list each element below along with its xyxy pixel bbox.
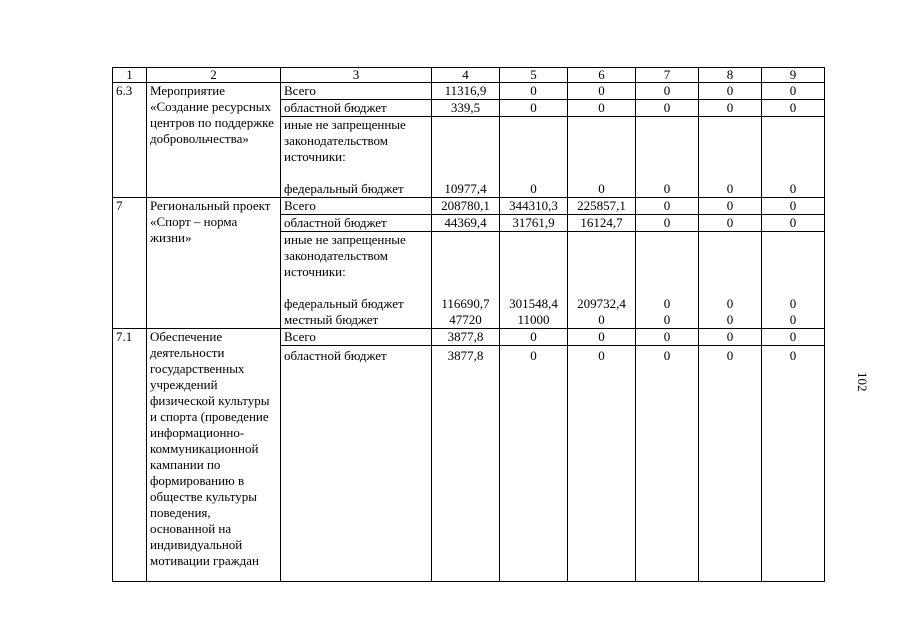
row-name-text: Мероприятие «Создание ресурсных центров по поддержке добровольчества» bbox=[150, 83, 274, 146]
value-cell bbox=[762, 232, 825, 329]
value-cell bbox=[762, 117, 825, 198]
value: 0 bbox=[789, 181, 797, 196]
value-cell: 0 bbox=[568, 83, 636, 100]
value-cell: 0 bbox=[762, 329, 825, 346]
value-cell bbox=[699, 232, 762, 329]
value: 0 bbox=[598, 181, 605, 196]
value: 0 bbox=[726, 296, 734, 311]
header-cell: 4 bbox=[432, 68, 500, 83]
source-cell: областной бюджет bbox=[281, 346, 432, 582]
value-cell: 0 bbox=[762, 83, 825, 100]
header-row bbox=[113, 68, 825, 83]
value-cell: 0 bbox=[699, 215, 762, 232]
value-cell: 339,5 bbox=[432, 100, 500, 117]
value: 0 bbox=[530, 181, 537, 196]
value-cell: 0 bbox=[636, 215, 699, 232]
header-cell: 7 bbox=[636, 68, 699, 83]
source-cell: Всего bbox=[281, 198, 432, 215]
source-label: местный бюджет bbox=[284, 312, 379, 327]
value-cell: 0 bbox=[636, 83, 699, 100]
value-cell: 0 bbox=[699, 83, 762, 100]
value: 0 bbox=[663, 296, 671, 311]
row-name bbox=[147, 83, 281, 198]
row-name bbox=[147, 329, 281, 582]
value-cell: 3877,8 bbox=[432, 346, 500, 582]
source-cell bbox=[281, 232, 432, 329]
source-cell: Всего bbox=[281, 83, 432, 100]
budget-table bbox=[112, 67, 825, 582]
value-cell: 344310,3 bbox=[500, 198, 568, 215]
value: 47720 bbox=[449, 312, 482, 327]
table-row bbox=[113, 329, 825, 346]
value-cell bbox=[636, 117, 699, 198]
source-cell: областной бюджет bbox=[281, 215, 432, 232]
row-number: 6.3 bbox=[113, 83, 147, 198]
value-cell: 0 bbox=[636, 100, 699, 117]
value-cell bbox=[568, 232, 636, 329]
row-name bbox=[147, 198, 281, 329]
row-name-text: Региональный проект «Спорт – норма жизни» bbox=[150, 198, 271, 245]
value-cell: 0 bbox=[500, 83, 568, 100]
value-cell: 11316,9 bbox=[432, 83, 500, 100]
header-cell: 5 bbox=[500, 68, 568, 83]
value-cell: 0 bbox=[636, 329, 699, 346]
row-name-text: Обеспечение деятельности государственных учреждений физической культуры и спорта (проведение информационно-коммуникационной кампании по формированию в обществе культуры поведения, основанной на индивидуальной мотивации граждан bbox=[150, 329, 270, 568]
value-cell: 0 bbox=[699, 100, 762, 117]
source-cell: областной бюджет bbox=[281, 100, 432, 117]
value-cell: 0 bbox=[699, 329, 762, 346]
value-cell: 44369,4 bbox=[432, 215, 500, 232]
value-cell: 208780,1 bbox=[432, 198, 500, 215]
value-cell: 0 bbox=[500, 346, 568, 582]
value-cell: 0 bbox=[568, 100, 636, 117]
value-cell: 0 bbox=[762, 215, 825, 232]
source-label: федеральный бюджет bbox=[284, 181, 404, 196]
value: 0 bbox=[726, 181, 734, 196]
value: 0 bbox=[789, 296, 797, 311]
value-cell: 0 bbox=[636, 198, 699, 215]
header-cell: 1 bbox=[113, 68, 147, 83]
source-cell: Всего bbox=[281, 329, 432, 346]
header-cell: 2 bbox=[147, 68, 281, 83]
value: 116690,7 bbox=[441, 296, 490, 311]
value-cell: 0 bbox=[636, 346, 699, 582]
value-cell bbox=[500, 232, 568, 329]
value-cell bbox=[432, 232, 500, 329]
value-cell: 0 bbox=[500, 329, 568, 346]
header-cell: 9 bbox=[762, 68, 825, 83]
value-cell: 0 bbox=[568, 346, 636, 582]
header-cell: 6 bbox=[568, 68, 636, 83]
value-cell: 0 bbox=[699, 346, 762, 582]
value: 0 bbox=[663, 181, 671, 196]
source-cell bbox=[281, 117, 432, 198]
value: 0 bbox=[789, 312, 797, 327]
value: 209732,4 bbox=[577, 296, 626, 311]
source-label: федеральный бюджет bbox=[284, 296, 404, 311]
value-cell: 225857,1 bbox=[568, 198, 636, 215]
value-cell: 0 bbox=[762, 100, 825, 117]
value-cell: 0 bbox=[762, 198, 825, 215]
value-cell bbox=[432, 117, 500, 198]
source-label: иные не запрещенные законодательством источники: bbox=[284, 117, 406, 164]
source-label: иные не запрещенные законодательством источники: bbox=[284, 232, 406, 279]
value: 11000 bbox=[517, 312, 550, 327]
value: 0 bbox=[726, 312, 734, 327]
value: 301548,4 bbox=[509, 296, 558, 311]
value-cell: 31761,9 bbox=[500, 215, 568, 232]
value-cell: 0 bbox=[500, 100, 568, 117]
row-number: 7.1 bbox=[113, 329, 147, 582]
value-cell: 16124,7 bbox=[568, 215, 636, 232]
page-number: 102 bbox=[855, 372, 870, 392]
header-cell: 8 bbox=[699, 68, 762, 83]
value: 0 bbox=[598, 312, 605, 327]
value-cell: 3877,8 bbox=[432, 329, 500, 346]
value-cell bbox=[500, 117, 568, 198]
value-cell bbox=[636, 232, 699, 329]
value: 0 bbox=[663, 312, 671, 327]
value-cell: 0 bbox=[699, 198, 762, 215]
value-cell bbox=[568, 117, 636, 198]
value: 10977,4 bbox=[444, 181, 487, 196]
header-cell: 3 bbox=[281, 68, 432, 83]
table-row bbox=[113, 83, 825, 100]
row-number: 7 bbox=[113, 198, 147, 329]
table-row bbox=[113, 198, 825, 215]
value-cell: 0 bbox=[568, 329, 636, 346]
value-cell bbox=[699, 117, 762, 198]
value-cell: 0 bbox=[762, 346, 825, 582]
